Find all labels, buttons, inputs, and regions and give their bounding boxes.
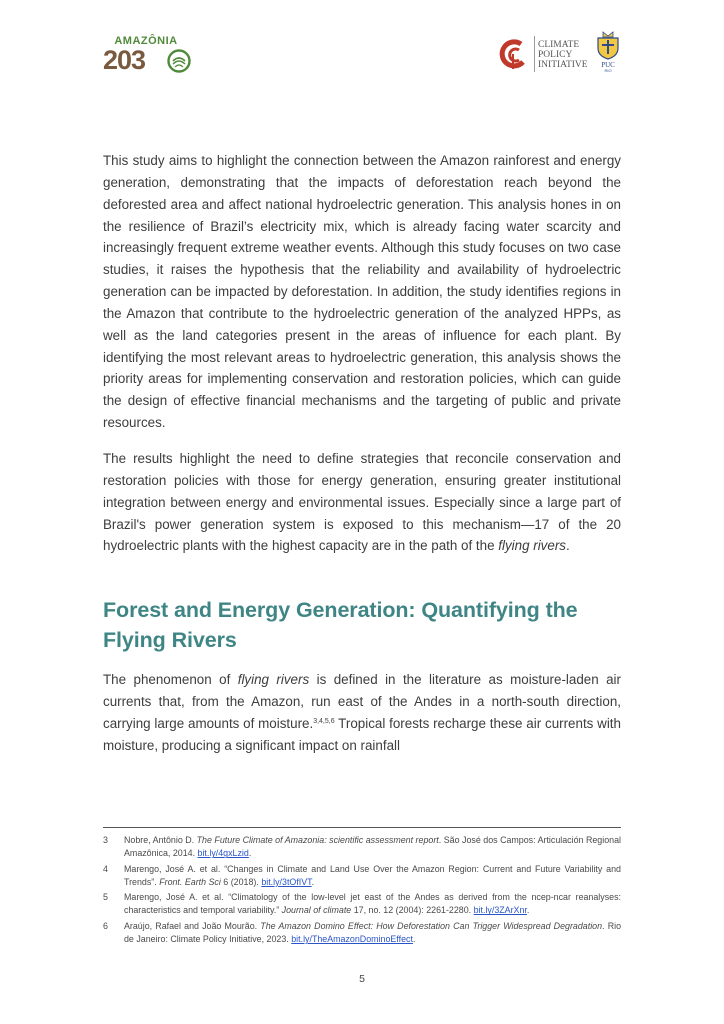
paragraph-intro: This study aims to highlight the connection between the Amazon rainforest and energy generation, demonstrating that the impacts of deforestation reach beyond the deforested area and affect national hydroelectric generation. This analysis hones in on the resilience of Brazil’s electricity mix, which is already facing water scarcity and increasingly frequent extreme weather events. Although this study focuses on two case studies, it raises the hypothesis that the reliability and availability of hydroelectric generation can be impacted by deforestation. In addition, the study identifies regions in the Amazon that contribute to the hydroelectric generation of the analyzed HPPs, as well as the land categories present in the areas of influence for each plant. By identifying the most relevant areas to hydroelectric generation, this analysis shows the priority areas for implementing conservation and restoration policies, which can guide the design of effective financial mechanisms and the targeting of public and private resources.	[103, 153, 621, 431]
footnote-3: 3 Nobre, Antônio D. The Future Climate of Amazonia: scientific assessment report. São José dos Campos: Articulación Regional Amazônica, 2014. bit.ly/4gxLzid.	[103, 834, 621, 861]
cpi-wordmark: CLIMATE POLICY INITIATIVE	[538, 40, 588, 70]
amazonia-2030-logo	[103, 35, 193, 75]
puc-sublabel: RIO	[604, 68, 612, 73]
footnote-number: 4	[103, 863, 108, 874]
footnote-number: 6	[103, 920, 108, 931]
footnotes	[103, 827, 621, 948]
footnote-link[interactable]: bit.ly/4gxLzid	[197, 848, 249, 859]
paragraph-flying-rivers: The phenomenon of flying rivers is defined in the literature as moisture-laden air currents that, from the Amazon, run east of the Andes in a north-south direction, carrying large amounts of moisture.$^{3,4,5,6}$ Tropical forests recharge these air currents with moisture, producing a significant impact on rainfall	[103, 672, 621, 753]
footnote-4: 4 Marengo, José A. et al. “Changes in Climate and Land Use Over the Amazon Region: Current and Future Variability and Trends”. Front. Earth Sci 6 (2018). bit.ly/3tOfIVT.	[103, 863, 621, 890]
logo-divider	[534, 36, 535, 72]
brand-name: AMAZÔNIA	[114, 35, 178, 47]
page-number: 5	[359, 973, 365, 985]
main-content	[103, 150, 621, 757]
section-title: Forest and Energy Generation: Quantifying the Flying Rivers	[103, 598, 578, 653]
footnote-6: 6 Araújo, Rafael and João Mourão. The Amazon Domino Effect: How Deforestation Can Trigger Widespread Degradation. Rio de Janeiro: Climate Policy Initiative, 2023. bit.ly/TheAmazonDominoEffect.	[103, 920, 621, 947]
brand-year: 203	[103, 45, 146, 75]
leaf-circle-icon	[167, 49, 191, 73]
footnote-link[interactable]: bit.ly/TheAmazonDominoEffect	[291, 934, 413, 945]
paragraph-results: The results highlight the need to define strategies that reconcile conservation and restoration policies with those for energy generation, ensuring greater institutional integration between energy and environmental issues. Especially since a large part of Brazil's power generation system is exposed to this mechanism—17 of the 20 hydroelectric plants with the highest capacity are in the path of the flying rivers.	[103, 450, 621, 554]
footnote-link[interactable]: bit.ly/3ZArXnr	[473, 905, 527, 916]
puc-label: PUC	[601, 61, 615, 69]
footnote-number: 3	[103, 835, 108, 845]
footnote-number: 5	[103, 892, 108, 903]
footnote-divider	[103, 827, 621, 828]
footnote-5: 5 Marengo, José A. et al. “Climatology of the low-level jet east of the Andes as derived from the ncep-ncar reanalyses: characteristics and temporal variability.” Journal of climate 17, no. 12 (2004): 2261-2280. bit.ly/3ZArXnr.	[103, 891, 621, 918]
footnote-refs[interactable]: 3,4,5,6	[313, 717, 335, 725]
partner-logos	[497, 30, 627, 76]
climate-policy-initiative-icon	[497, 38, 531, 72]
footnote-link[interactable]: bit.ly/3tOfIVT	[261, 876, 312, 887]
puc-crest-icon	[595, 30, 621, 60]
